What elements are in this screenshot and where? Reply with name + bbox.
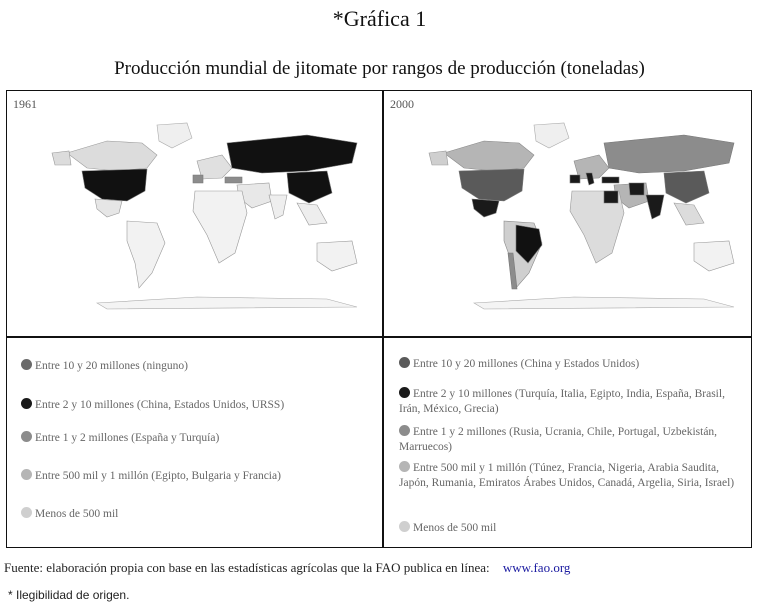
region-iran bbox=[629, 183, 644, 195]
legend-dot bbox=[399, 461, 410, 472]
region-spain bbox=[193, 175, 203, 183]
horizontal-divider bbox=[7, 336, 751, 338]
world-map-1961 bbox=[47, 113, 377, 313]
region-alaska bbox=[52, 151, 71, 165]
region-africa bbox=[193, 191, 247, 263]
legend-item: Entre 10 y 20 millones (ninguno) bbox=[21, 359, 371, 374]
region-greenland bbox=[157, 123, 192, 148]
region-china bbox=[287, 171, 332, 203]
region-usa bbox=[82, 169, 147, 201]
year-label-1961: 1961 bbox=[13, 97, 37, 111]
legend-item: Entre 10 y 20 millones (China y Estados Unidos) bbox=[399, 357, 749, 372]
region-turkey bbox=[602, 177, 619, 183]
region-australia bbox=[317, 241, 357, 271]
region-canada bbox=[444, 141, 534, 171]
region-india bbox=[269, 195, 287, 219]
region-southeast-asia bbox=[297, 203, 327, 225]
figure-frame bbox=[6, 90, 752, 548]
legend-item: Entre 2 y 10 millones (China, Estados Unidos, URSS) bbox=[21, 398, 371, 413]
region-south-america bbox=[127, 221, 165, 288]
legend-item: Entre 500 mil y 1 millón (Túnez, Francia, Nigeria, Arabia Saudita, Japón, Rumania, Emiratos Árabes Unidos, Canadá, Argelia, Siria, Israel) bbox=[399, 462, 735, 489]
region-turkey bbox=[225, 177, 242, 183]
legend-dot bbox=[21, 507, 32, 518]
legend-dot bbox=[21, 359, 32, 370]
source-text: Fuente: elaboración propia con base en las estadísticas agrícolas que la FAO publica en línea: bbox=[4, 560, 490, 575]
legend-dot bbox=[399, 387, 410, 398]
region-southeast-asia bbox=[674, 203, 704, 225]
figure-title: *Gráfica 1 bbox=[332, 6, 427, 31]
region-india bbox=[646, 195, 664, 219]
region-australia bbox=[694, 241, 734, 271]
legend-item: Menos de 500 mil bbox=[21, 507, 371, 522]
legend-dot bbox=[399, 357, 410, 368]
region-greenland bbox=[534, 123, 569, 148]
region-russia bbox=[604, 135, 734, 173]
legend-item: Entre 2 y 10 millones (Turquía, Italia, Egipto, India, España, Brasil, Irán, México, Grecia) bbox=[399, 388, 725, 415]
region-alaska bbox=[429, 151, 448, 165]
region-spain bbox=[570, 175, 580, 183]
legend-1961 bbox=[11, 341, 379, 546]
legend-item: Entre 500 mil y 1 millón (Egipto, Bulgaria y Francia) bbox=[21, 469, 371, 484]
legend-2000 bbox=[389, 341, 757, 546]
region-egypt bbox=[604, 191, 618, 203]
region-china bbox=[664, 171, 709, 203]
map-panel-1961 bbox=[7, 91, 379, 336]
year-label-2000: 2000 bbox=[390, 97, 414, 111]
legend-dot bbox=[21, 398, 32, 409]
footnote: * Ilegibilidad de origen. bbox=[8, 588, 130, 602]
region-canada bbox=[67, 141, 157, 171]
legend-dot bbox=[399, 521, 410, 532]
world-map-2000 bbox=[424, 113, 754, 313]
legend-item: Entre 1 y 2 millones (Rusia, Ucrania, Chile, Portugal, Uzbekistán, Marruecos) bbox=[399, 426, 718, 453]
region-antarctica bbox=[474, 297, 734, 309]
legend-dot bbox=[21, 469, 32, 480]
source-note bbox=[4, 560, 570, 576]
region-mexico bbox=[472, 199, 499, 217]
legend-item: Menos de 500 mil bbox=[399, 521, 749, 536]
fao-link[interactable]: www.fao.org bbox=[502, 560, 571, 575]
region-ussr bbox=[227, 135, 357, 173]
map-panel-2000 bbox=[384, 91, 756, 336]
legend-dot bbox=[21, 431, 32, 442]
region-mexico bbox=[95, 199, 122, 217]
figure-subtitle: Producción mundial de jitomate por rangos de producción (toneladas) bbox=[114, 58, 645, 79]
region-antarctica bbox=[97, 297, 357, 309]
region-usa bbox=[459, 169, 524, 201]
legend-item: Entre 1 y 2 millones (España y Turquía) bbox=[21, 431, 371, 446]
legend-dot bbox=[399, 425, 410, 436]
